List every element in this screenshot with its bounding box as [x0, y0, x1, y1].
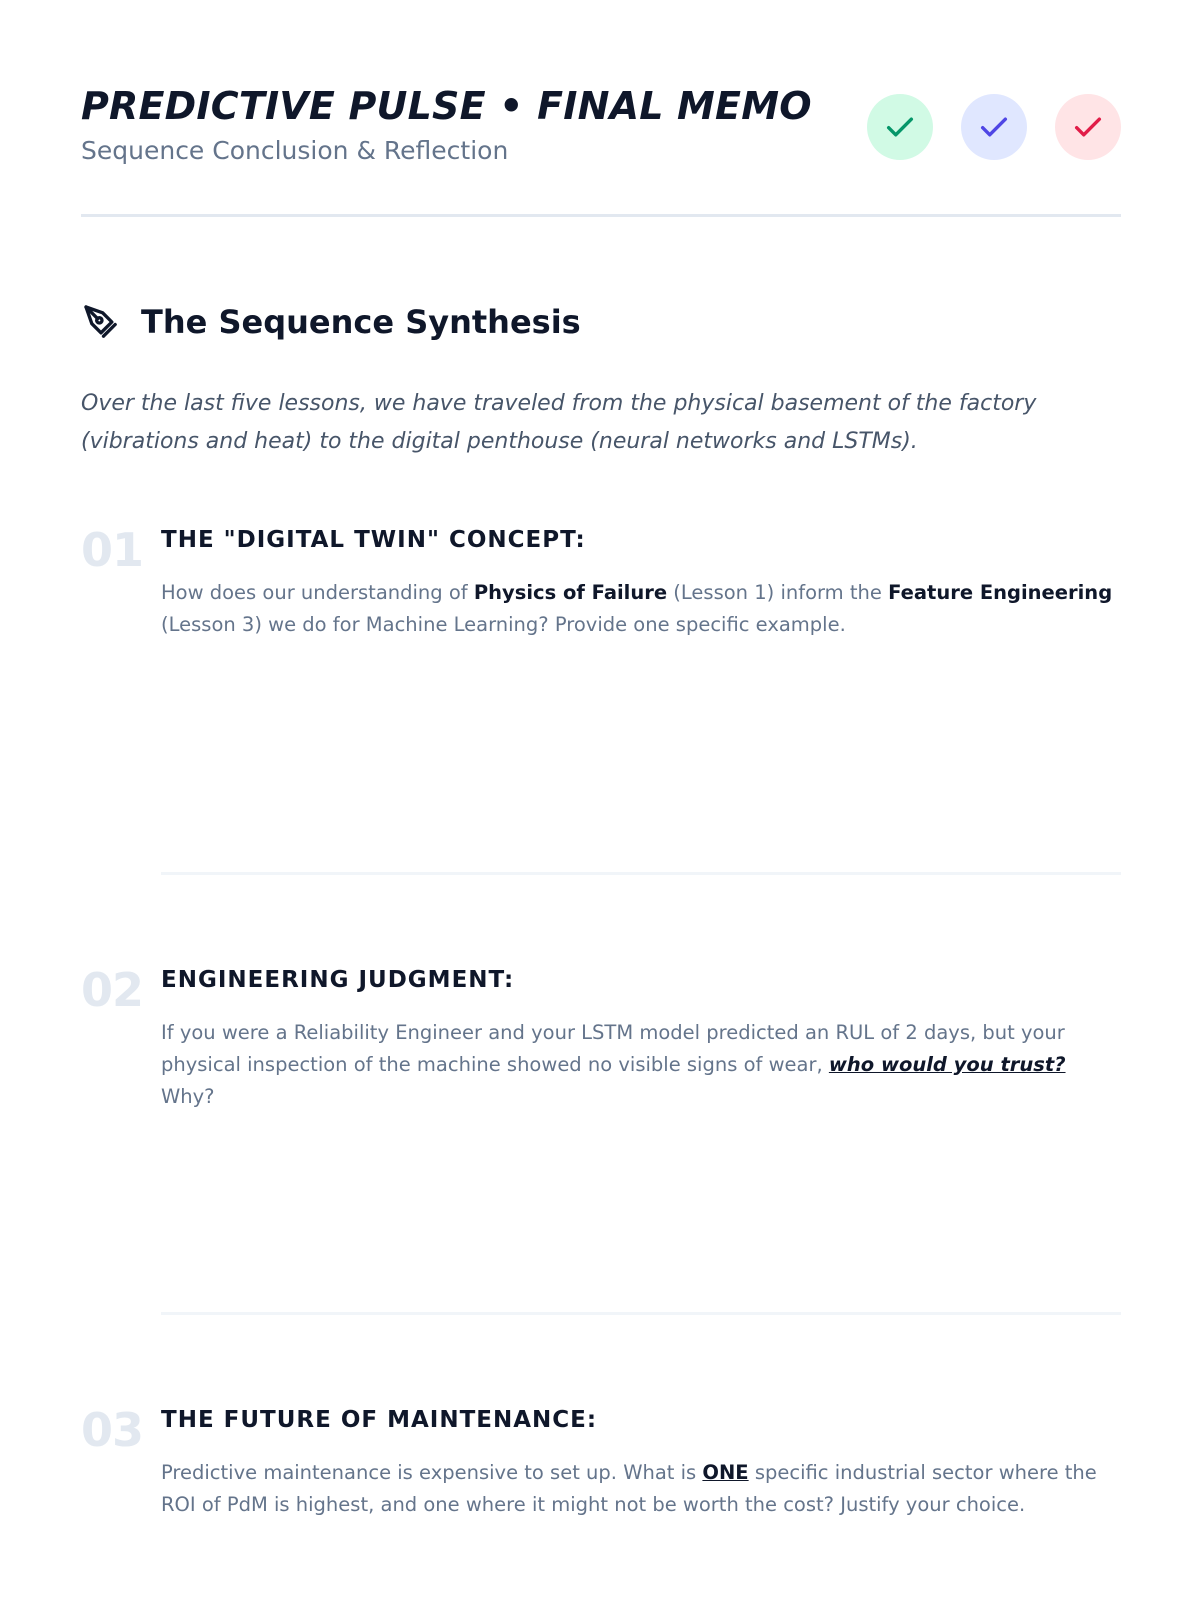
section-intro: Over the last five lessons, we have traveled from the physical basement of the factory (vibrations and heat) to the digital penthouse (neural networks and LSTMs).	[81, 391, 1037, 454]
question-number: 01	[81, 523, 144, 577]
question-text: Predictive maintenance is expensive to set up. What is ONE specific industrial sector where the ROI of PdM is highest, and one where it might not be worth the cost? Justify your choice.	[161, 1461, 1097, 1516]
question-text: If you were a Reliability Engineer and your LSTM model predicted an RUL of 2 days, but your physical inspection of the machine showed no visible signs of wear, who would you trust? Why?	[161, 1021, 1066, 1108]
question-body	[161, 965, 1121, 1113]
question-body	[161, 1405, 1121, 1521]
section-heading	[81, 300, 581, 344]
memo-subtitle: Sequence Conclusion & Reflection	[81, 136, 509, 165]
memo-page	[81, 0, 1121, 1600]
status-badge-red	[1055, 94, 1121, 160]
memo-title: PREDICTIVE PULSE • FINAL MEMO	[81, 84, 812, 128]
status-badges	[867, 94, 1121, 160]
status-badge-green	[867, 94, 933, 160]
question-number: 02	[81, 963, 144, 1017]
answer-divider	[161, 1312, 1121, 1315]
question-title: ENGINEERING JUDGMENT:	[161, 967, 515, 993]
check-icon	[977, 110, 1011, 144]
pen-nib-icon	[81, 302, 121, 342]
answer-divider	[161, 872, 1121, 875]
memo-header	[81, 84, 1121, 214]
question-title: THE "DIGITAL TWIN" CONCEPT:	[161, 527, 586, 553]
question-number: 03	[81, 1403, 144, 1457]
check-icon	[1071, 110, 1105, 144]
question-body	[161, 525, 1121, 641]
check-icon	[883, 110, 917, 144]
status-badge-blue	[961, 94, 1027, 160]
question-text: How does our understanding of Physics of Failure (Lesson 1) inform the Feature Engineering (Lesson 3) we do for Machine Learning? Provide one specific example.	[161, 581, 1113, 636]
header-divider	[81, 214, 1121, 217]
question-title: THE FUTURE OF MAINTENANCE:	[161, 1407, 598, 1433]
section-title: The Sequence Synthesis	[141, 303, 581, 341]
